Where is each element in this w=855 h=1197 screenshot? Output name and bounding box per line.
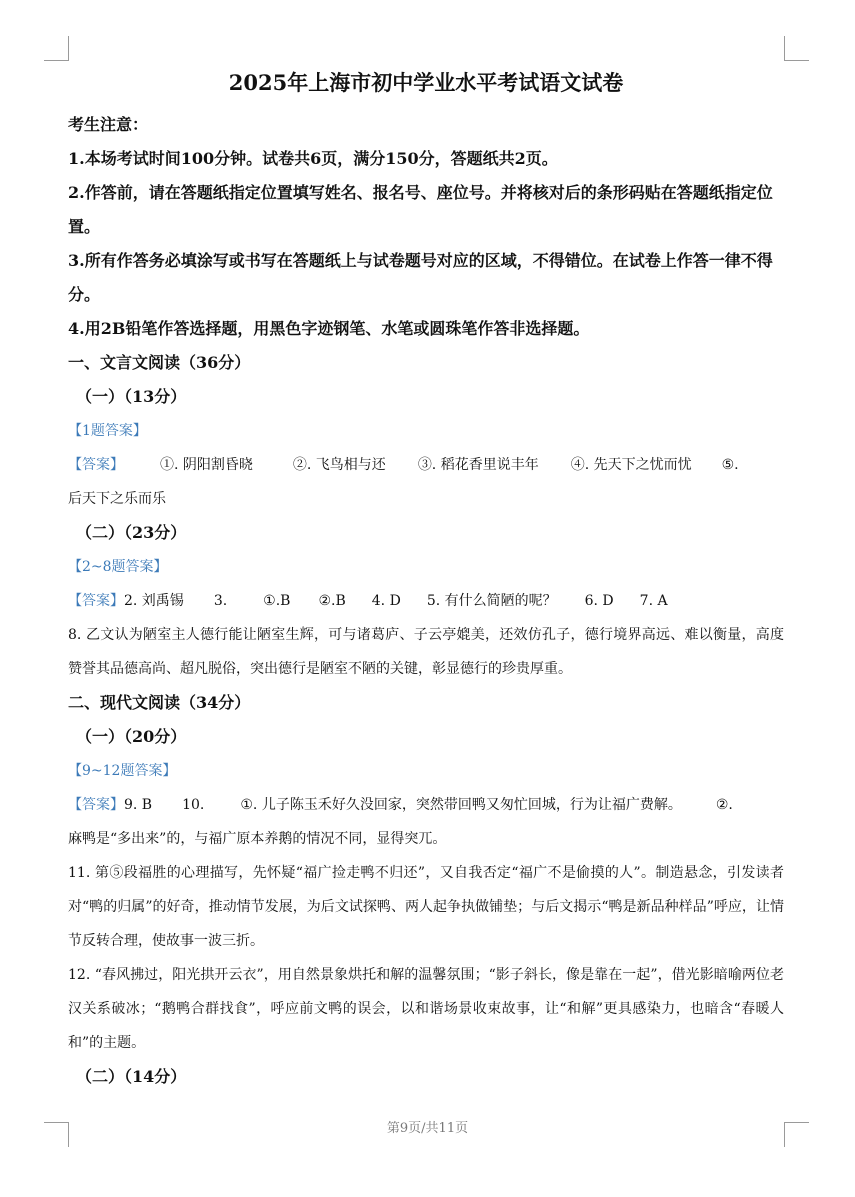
subsection-heading: （二）（14分） bbox=[76, 1067, 187, 1086]
answer-item: ①. 儿子陈玉禾好久没回家，突然带回鸭又匆忙回城，行为让福广费解。 bbox=[240, 797, 682, 813]
page-content bbox=[68, 66, 784, 1094]
answer-paragraph: 12. “春风拂过，阳光拱开云衣”，用自然景象烘托和解的温馨氛围；“影子斜长，像是靠在一起”，借光影暗喻两位老汉关系破冰；“鹅鸭合群找食”，呼应前文鸭的误会，以和谐场景收束故事，让“和解”更具感染力，也暗含“春暖人和”的主题。 bbox=[68, 967, 784, 1051]
notice-item: 1.本场考试时间100分钟。试卷共6页，满分150分，答题纸共2页。 bbox=[68, 149, 558, 168]
answer-item: ③. 稻花香里说丰年 bbox=[417, 457, 539, 473]
answer-continuation: 麻鸭是“多出来”的，与福广原本养鹅的情况不同，显得突兀。 bbox=[68, 831, 447, 847]
answer-item: 7. A bbox=[639, 593, 668, 609]
answer-tag: 【2~8题答案】 bbox=[68, 559, 168, 575]
answer-label: 【答案】 bbox=[68, 797, 124, 813]
answer-item: ④. 先天下之忧而忧 bbox=[570, 457, 692, 473]
answer-item: ⑤. bbox=[721, 457, 739, 473]
answer-paragraph: 8. 乙文认为陋室主人德行能让陋室生辉，可与诸葛庐、子云亭媲美，还效仿孔子，德行境界高远、难以衡量，高度赞誉其品德高尚、超凡脱俗，突出德行是陋室不陋的关键，彰显德行的珍贵厚重。 bbox=[68, 627, 784, 677]
notice-item: 2.作答前，请在答题纸指定位置填写姓名、报名号、座位号。并将核对后的条形码贴在答题纸指定位置。 bbox=[68, 183, 773, 236]
answer-item: 5. 有什么简陋的呢？ bbox=[426, 593, 557, 609]
answer-item: 6. D bbox=[584, 593, 614, 609]
answer-item: ①.B bbox=[263, 593, 291, 609]
answer-label: 【答案】 bbox=[68, 457, 124, 473]
answer-line bbox=[68, 584, 784, 618]
section-heading: 一、文言文阅读（36分） bbox=[68, 353, 251, 372]
subsection-heading: （一）（20分） bbox=[76, 727, 187, 746]
answer-item: 9. B bbox=[124, 797, 153, 813]
answer-item: ①. 阴阳割昏晓 bbox=[160, 457, 253, 473]
subsection-heading: （二）（23分） bbox=[76, 523, 187, 542]
answer-label: 【答案】 bbox=[68, 593, 124, 609]
page-footer: 第9页/共11页 bbox=[386, 1121, 469, 1136]
page-title: 2025年上海市初中学业水平考试语文试卷 bbox=[228, 70, 624, 95]
crop-mark-top-right bbox=[784, 36, 809, 61]
answer-item: 4. D bbox=[371, 593, 401, 609]
answer-line bbox=[68, 788, 784, 822]
notice-item: 4.用2B铅笔作答选择题，用黑色字迹钢笔、水笔或圆珠笔作答非选择题。 bbox=[68, 319, 590, 338]
notice-item: 3.所有作答务必填涂写或书写在答题纸上与试卷题号对应的区域，不得错位。在试卷上作答一律不得分。 bbox=[68, 251, 773, 304]
answer-item: ②. 飞鸟相与还 bbox=[292, 457, 386, 473]
answer-item: ②. bbox=[715, 797, 733, 813]
answer-item: 10. bbox=[182, 797, 205, 813]
notice-heading: 考生注意： bbox=[68, 115, 149, 134]
answer-tag: 【1题答案】 bbox=[68, 423, 147, 439]
answer-tag: 【9~12题答案】 bbox=[68, 763, 177, 779]
subsection-heading: （一）（13分） bbox=[76, 387, 187, 406]
answer-item: 2. 刘禹锡 bbox=[124, 593, 184, 609]
crop-mark-top-left bbox=[44, 36, 69, 61]
answer-item: ②.B bbox=[318, 593, 346, 609]
answer-line bbox=[68, 448, 784, 482]
answer-continuation: 后天下之乐而乐 bbox=[68, 491, 166, 507]
section-heading: 二、现代文阅读（34分） bbox=[68, 693, 251, 712]
answer-item: 3. bbox=[213, 593, 228, 609]
answer-paragraph: 11. 第⑤段福胜的心理描写，先怀疑“福广捡走鸭不归还”，又自我否定“福广不是偷摸的人”。制造悬念，引发读者对“鸭的归属”的好奇，推动情节发展，为后文试探鸭、两人起争执做铺垫；与后文揭示“鸭是新品种样品”呼应，让情节反转合理，使故事一波三折。 bbox=[68, 865, 784, 949]
